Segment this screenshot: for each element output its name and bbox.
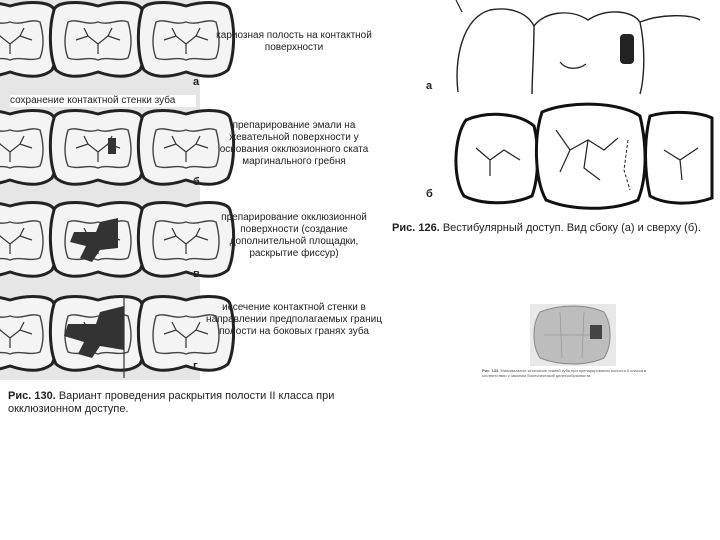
row-c-teeth xyxy=(0,203,234,277)
row-d-teeth xyxy=(0,296,234,378)
figure-126-text: Вестибулярный доступ. Вид сбоку (а) и сверху (б). xyxy=(442,222,701,234)
figure-126-label: Рис. 126. xyxy=(392,222,440,234)
row-b-teeth xyxy=(0,111,234,185)
letter-a-right: а xyxy=(426,80,433,92)
letter-d-left: г xyxy=(193,360,198,372)
figure-130-label: Рис. 130. xyxy=(8,390,56,402)
caption-b: препарирование эмали на жевательной поверхности у основания окклюзионного ската маргинального гребня xyxy=(219,120,369,167)
figure-133-caption xyxy=(482,368,668,378)
figure-133-label: Рис. 133. xyxy=(482,368,500,373)
cavity-mark-b xyxy=(108,138,116,154)
top-view-teeth xyxy=(456,104,712,208)
figure-133-text: Минимальное иссечение тканей зуба при препарировании полости II класса в соответствии с законом биологической целесообразности. xyxy=(482,368,647,378)
figure-130-text: Вариант проведения раскрытия полости II класса при окклюзионном доступе. xyxy=(8,390,335,415)
cavity-side-view xyxy=(620,34,634,64)
side-view-teeth xyxy=(456,0,700,94)
small-figure-image xyxy=(530,304,616,366)
letter-b-left: б xyxy=(193,176,200,188)
row-a-teeth xyxy=(0,3,234,77)
caption-a: кариозная полость на контактной поверхности xyxy=(216,30,372,53)
caption-d: иссечение контактной стенки в направлении предполагаемых границ полости на боковых гранях зуба xyxy=(206,302,382,337)
caption-c: препарирование окклюзионной поверхности (создание дополнительной площадки, раскрытие фиссур) xyxy=(221,212,367,259)
letter-a-left: а xyxy=(193,76,200,88)
letter-b-right: б xyxy=(426,188,433,200)
figure-126-caption xyxy=(392,222,718,235)
wall-note: сохранение контактной стенки зуба xyxy=(10,95,196,107)
letter-c-left: в xyxy=(193,268,200,280)
figure-130-caption xyxy=(8,390,368,416)
